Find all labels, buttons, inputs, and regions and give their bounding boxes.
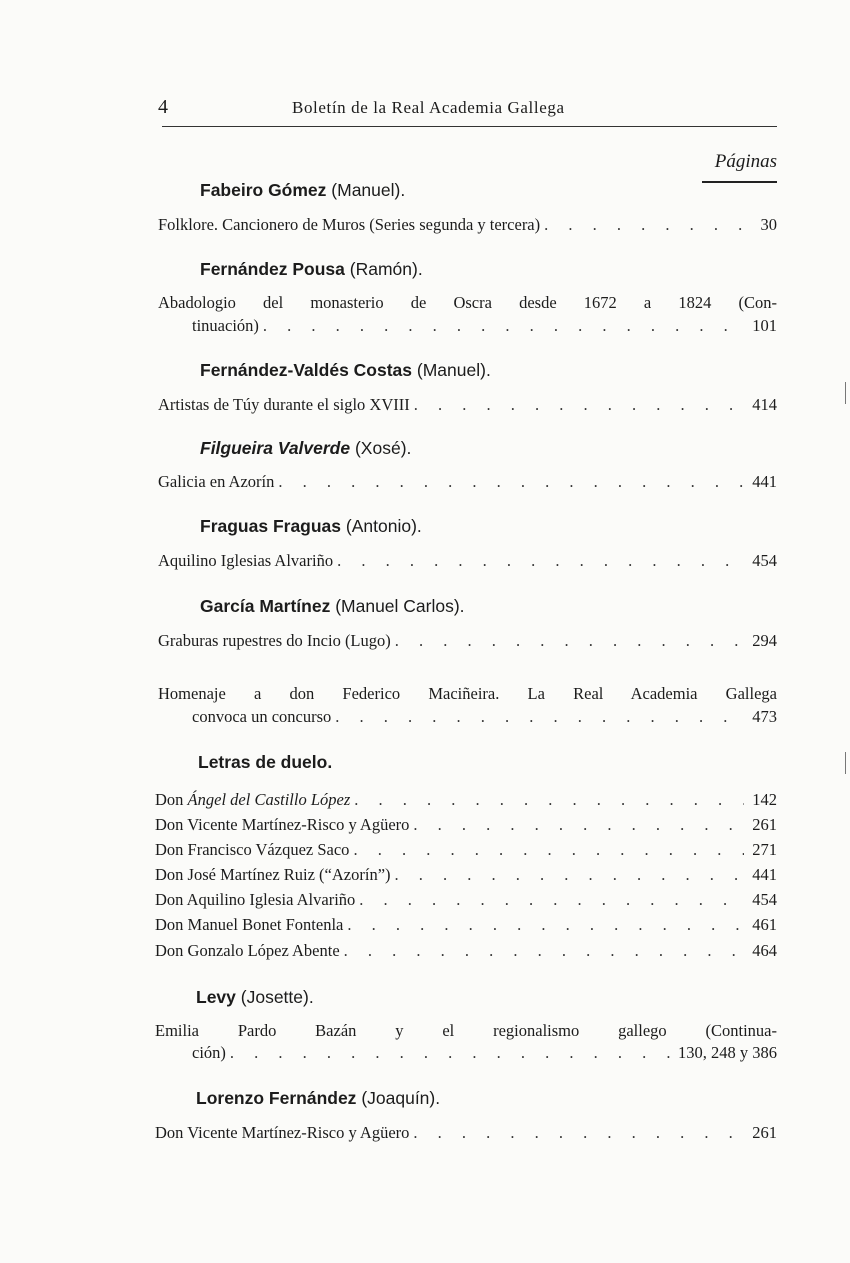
dot-leader (331, 706, 744, 728)
entry-title: Abadologio del monasterio de Oscra desde 1672 a 1824 (Con- (158, 293, 777, 312)
entry-title: Don Vicente Martínez-Risco y Agüero (155, 1123, 410, 1142)
dot-leader (226, 1042, 670, 1064)
author-heading (196, 987, 314, 1008)
author-given-name: (Joaquín). (361, 1088, 441, 1108)
index-entry (192, 706, 777, 728)
obituary-entry (155, 839, 777, 861)
entry-title-continued: tinuación) (192, 316, 259, 335)
entry-page: 454 (752, 551, 777, 570)
index-entry (155, 1122, 777, 1144)
entry-page: 142 (752, 790, 777, 809)
index-entry (192, 1042, 777, 1064)
entry-prefix: Don (155, 865, 188, 884)
author-surname: Filgueira Valverde (200, 438, 351, 458)
paginas-label: Páginas (714, 151, 777, 172)
index-entry (192, 315, 777, 337)
dot-leader (391, 630, 744, 652)
author-given-name: (Manuel Carlos). (335, 596, 465, 616)
entry-prefix: Don (155, 941, 188, 960)
author-given-name: (Antonio). (345, 516, 422, 536)
entry-page: 101 (752, 316, 777, 335)
entry-name: Vicente Martínez-Risco y Agüero (187, 815, 410, 834)
entry-prefix: Don (155, 915, 188, 934)
index-entry (158, 394, 777, 416)
author-given-name: (Manuel). (416, 360, 491, 380)
author-given-name: (Manuel). (331, 180, 406, 200)
index-entry (158, 630, 777, 652)
author-heading (200, 360, 491, 381)
entry-prefix: Don (155, 840, 188, 859)
entry-page: 261 (752, 1123, 777, 1142)
entry-name: José Martínez Ruiz (“Azorín”) (187, 865, 391, 884)
entry-prefix: Don (155, 815, 188, 834)
scan-artifact (845, 382, 846, 404)
dot-leader (343, 914, 744, 936)
index-entry-line (155, 1020, 777, 1042)
entry-title: Graburas rupestres do Incio (Lugo) (158, 631, 391, 650)
running-title: Boletín de la Real Academia Gallega (292, 98, 565, 117)
dot-leader (355, 889, 744, 911)
author-heading (200, 259, 423, 280)
dot-leader (409, 814, 744, 836)
author-surname: García Martínez (200, 596, 331, 616)
dot-leader (391, 864, 745, 886)
obituary-entry (155, 814, 777, 836)
dot-leader (540, 214, 752, 236)
index-entry (158, 471, 777, 493)
entry-page: 30 (760, 215, 777, 234)
author-surname: Fraguas Fraguas (200, 516, 342, 536)
author-given-name: (Ramón). (349, 259, 423, 279)
entry-name: Manuel Bonet Fontenla (187, 915, 344, 934)
entry-page: 473 (752, 707, 777, 726)
author-surname: Fernández-Valdés Costas (200, 360, 413, 380)
entry-prefix: Don (155, 790, 188, 809)
index-entry (158, 214, 777, 236)
scan-artifact (845, 752, 846, 774)
entry-title: Emilia Pardo Bazán y el regionalismo gallego (Continua- (155, 1021, 777, 1040)
entry-prefix: Don (155, 890, 187, 909)
entry-title-continued: ción) (192, 1043, 226, 1062)
entry-name: Aquilino Iglesia Alvariño (186, 890, 356, 909)
index-entry-line (158, 683, 777, 705)
entry-name: Gonzalo López Abente (187, 941, 340, 960)
obituary-entry (155, 864, 777, 886)
entry-name: Ángel del Castillo López (187, 790, 351, 809)
page-number: 4 (158, 96, 168, 118)
obituary-entry (155, 914, 777, 936)
entry-title: Homenaje a don Federico Maciñeira. La Real Academia Gallega (158, 684, 777, 703)
entry-page: 271 (752, 840, 777, 859)
entry-pages: 130, 248 y 386 (678, 1043, 777, 1062)
author-surname: Fernández Pousa (200, 259, 345, 279)
entry-title: Folklore. Cancionero de Muros (Series segunda y tercera) (158, 215, 541, 234)
dot-leader (409, 1122, 744, 1144)
dot-leader (340, 940, 745, 962)
author-given-name: (Josette). (240, 987, 314, 1007)
header-rule (162, 126, 777, 127)
entry-page: 441 (752, 865, 777, 884)
author-surname: Lorenzo Fernández (196, 1088, 357, 1108)
dot-leader (410, 394, 745, 416)
author-heading (196, 1088, 440, 1109)
entry-page: 454 (752, 890, 777, 909)
author-given-name: (Xosé). (354, 438, 412, 458)
author-heading (200, 516, 422, 537)
index-entry-line (158, 292, 777, 314)
entry-page: 294 (752, 631, 777, 650)
entry-page: 414 (752, 395, 777, 414)
paginas-rule (702, 181, 777, 183)
author-heading (200, 180, 405, 201)
entry-page: 441 (752, 472, 777, 491)
entry-title: Galicia en Azorín (158, 472, 275, 491)
dot-leader (259, 315, 744, 337)
section-heading-letras-de-duelo: Letras de duelo. (198, 752, 333, 772)
author-heading (200, 596, 465, 617)
author-heading (200, 438, 411, 459)
index-entry (158, 550, 777, 572)
author-surname: Levy (196, 987, 236, 1007)
entry-name: Francisco Vázquez Saco (187, 840, 350, 859)
entry-page: 261 (752, 815, 777, 834)
entry-title: Artistas de Túy durante el siglo XVIII (158, 395, 410, 414)
obituary-entry (155, 940, 777, 962)
entry-page: 464 (752, 941, 777, 960)
obituary-entry (155, 889, 777, 911)
obituary-entry (155, 789, 777, 811)
dot-leader (349, 839, 744, 861)
entry-page: 461 (752, 915, 777, 934)
entry-title-continued: convoca un concurso (192, 707, 332, 726)
dot-leader (274, 471, 744, 493)
dot-leader (333, 550, 744, 572)
entry-title: Aquilino Iglesias Alvariño (158, 551, 334, 570)
author-surname: Fabeiro Gómez (200, 180, 327, 200)
dot-leader (350, 789, 744, 811)
